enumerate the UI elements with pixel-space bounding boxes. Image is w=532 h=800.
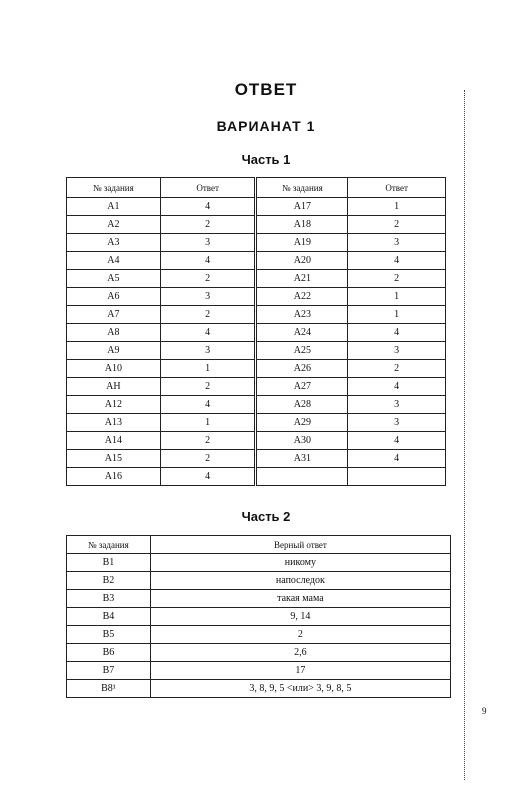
part1-answers-table	[66, 177, 446, 486]
task-number-cell: A21	[256, 270, 348, 288]
task-number-cell: A30	[256, 432, 348, 450]
answer-cell: 2,6	[150, 644, 450, 662]
task-number-cell: B3	[67, 590, 151, 608]
table-row	[67, 662, 451, 680]
part2-heading: Часть 2	[241, 509, 291, 524]
task-number-cell: B8¹	[67, 680, 151, 698]
task-number-cell: A15	[67, 450, 161, 468]
task-number-cell: A6	[67, 288, 161, 306]
answer-cell: 4	[160, 396, 256, 414]
variant-heading: ВАРИАНАТ 1	[216, 118, 316, 134]
task-number-cell: A4	[67, 252, 161, 270]
answer-cell: 3	[160, 288, 256, 306]
answer-cell: 2	[348, 216, 446, 234]
table-header-row	[67, 536, 451, 554]
header-task-number: № задания	[67, 536, 151, 554]
task-number-cell: A26	[256, 360, 348, 378]
answer-cell: 3	[348, 234, 446, 252]
task-number-cell: A2	[67, 216, 161, 234]
answer-cell: 2	[160, 378, 256, 396]
header-task-number: № задания	[256, 178, 348, 198]
answer-cell	[348, 468, 446, 486]
table-row	[67, 252, 446, 270]
answer-cell: 3	[348, 342, 446, 360]
task-number-cell: B6	[67, 644, 151, 662]
task-number-cell: A17	[256, 198, 348, 216]
task-number-cell: A13	[67, 414, 161, 432]
margin-dotted-rule	[464, 90, 465, 780]
answer-cell: 2	[160, 270, 256, 288]
answer-cell: 3	[348, 414, 446, 432]
answer-cell: 2	[348, 270, 446, 288]
task-number-cell: A25	[256, 342, 348, 360]
answer-cell: 2	[150, 626, 450, 644]
table-row	[67, 572, 451, 590]
header-answer: Ответ	[160, 178, 256, 198]
task-number-cell: B4	[67, 608, 151, 626]
table-row	[67, 468, 446, 486]
answer-cell: 3, 8, 9, 5 <или> 3, 9, 8, 5	[150, 680, 450, 698]
table-row	[67, 414, 446, 432]
table-row	[67, 324, 446, 342]
answer-cell: 2	[160, 432, 256, 450]
answer-cell: напоследок	[150, 572, 450, 590]
answer-cell: 1	[160, 414, 256, 432]
task-number-cell: B5	[67, 626, 151, 644]
answer-cell: 2	[348, 360, 446, 378]
answer-cell: 17	[150, 662, 450, 680]
part2-table-body	[67, 554, 451, 698]
task-number-cell: A8	[67, 324, 161, 342]
task-number-cell: AH	[67, 378, 161, 396]
answer-cell: никому	[150, 554, 450, 572]
task-number-cell: A16	[67, 468, 161, 486]
table-row	[67, 626, 451, 644]
task-number-cell: B2	[67, 572, 151, 590]
table-row	[67, 234, 446, 252]
header-task-number: № задания	[67, 178, 161, 198]
part1-table-body	[67, 198, 446, 486]
task-number-cell: A3	[67, 234, 161, 252]
header-answer: Ответ	[348, 178, 446, 198]
answer-cell: 3	[348, 396, 446, 414]
table-row	[67, 554, 451, 572]
task-number-cell: A20	[256, 252, 348, 270]
answer-cell: 1	[348, 306, 446, 324]
answer-cell: 9, 14	[150, 608, 450, 626]
answer-cell: 2	[160, 306, 256, 324]
answer-cell: 4	[348, 252, 446, 270]
task-number-cell: A7	[67, 306, 161, 324]
table-row	[67, 306, 446, 324]
table-row	[67, 216, 446, 234]
table-row	[67, 360, 446, 378]
answer-cell: 3	[160, 234, 256, 252]
answer-cell: 3	[160, 342, 256, 360]
answer-cell: 2	[160, 450, 256, 468]
task-number-cell: A23	[256, 306, 348, 324]
table-row	[67, 270, 446, 288]
page-title: ОТВЕТ	[234, 80, 298, 99]
answer-cell: 4	[348, 450, 446, 468]
page-number: 9	[482, 706, 487, 716]
answer-cell: 4	[160, 252, 256, 270]
table-row	[67, 288, 446, 306]
answer-cell: 4	[160, 324, 256, 342]
answer-cell: 1	[348, 198, 446, 216]
answer-cell: 4	[348, 324, 446, 342]
answer-cell: 1	[160, 360, 256, 378]
task-number-cell: A29	[256, 414, 348, 432]
task-number-cell	[256, 468, 348, 486]
table-row	[67, 644, 451, 662]
answer-cell: 1	[348, 288, 446, 306]
table-row	[67, 378, 446, 396]
answer-cell: 4	[160, 198, 256, 216]
header-correct-answer: Верный ответ	[150, 536, 450, 554]
table-row	[67, 608, 451, 626]
task-number-cell: B1	[67, 554, 151, 572]
task-number-cell: A28	[256, 396, 348, 414]
part2-answers-table	[66, 535, 451, 698]
part1-heading: Часть 1	[241, 152, 291, 167]
table-row	[67, 590, 451, 608]
table-row	[67, 450, 446, 468]
task-number-cell: A24	[256, 324, 348, 342]
table-row	[67, 198, 446, 216]
table-header-row	[67, 178, 446, 198]
task-number-cell: A18	[256, 216, 348, 234]
task-number-cell: A5	[67, 270, 161, 288]
table-row	[67, 396, 446, 414]
task-number-cell: A1	[67, 198, 161, 216]
task-number-cell: A27	[256, 378, 348, 396]
answer-cell: 2	[160, 216, 256, 234]
task-number-cell: A19	[256, 234, 348, 252]
answer-cell: такая мама	[150, 590, 450, 608]
answer-cell: 4	[348, 432, 446, 450]
table-row	[67, 342, 446, 360]
task-number-cell: A12	[67, 396, 161, 414]
answer-cell: 4	[160, 468, 256, 486]
table-row	[67, 432, 446, 450]
table-row	[67, 680, 451, 698]
task-number-cell: A9	[67, 342, 161, 360]
task-number-cell: A10	[67, 360, 161, 378]
task-number-cell: A22	[256, 288, 348, 306]
task-number-cell: A14	[67, 432, 161, 450]
task-number-cell: A31	[256, 450, 348, 468]
task-number-cell: B7	[67, 662, 151, 680]
answer-cell: 4	[348, 378, 446, 396]
